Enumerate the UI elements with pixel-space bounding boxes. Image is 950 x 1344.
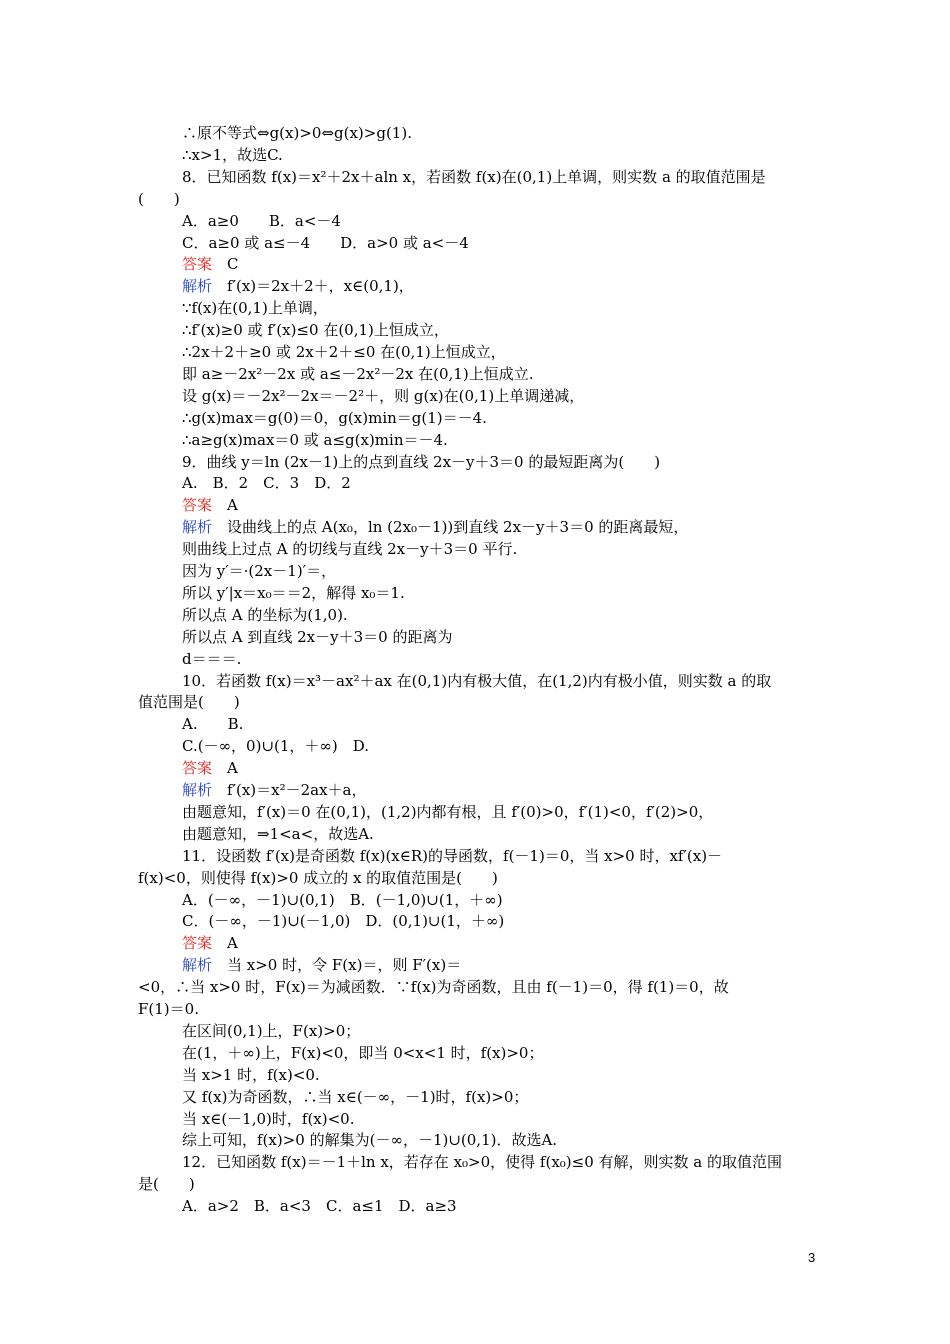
line-text: 11．设函数 f′(x)是奇函数 f(x)(x∈R)的导函数，f(－1)＝0，当 x>0 时，xf′(x)－ <box>182 846 723 865</box>
text-line <box>138 188 180 210</box>
text-line <box>182 845 722 867</box>
line-text: 设曲线上的点 A(x₀，ln (2x₀－1))到直线 2x－y＋3＝0 的距离最短， <box>212 518 689 537</box>
text-line <box>182 1086 528 1108</box>
line-text: 8．已知函数 f(x)＝x²＋2x＋aln x，若函数 f(x)在(0,1)上单调，则实数 a 的取值范围是 <box>182 167 766 186</box>
text-line <box>182 582 405 604</box>
text-line <box>182 1151 782 1173</box>
line-text: 又 f(x)为奇函数，∴当 x∈(－∞，－1)时，f(x)>0； <box>182 1087 529 1106</box>
line-text: 设 g(x)＝－2x²－2x＝－2²＋，则 g(x)在(0,1)上单调递减， <box>182 386 585 405</box>
text-line <box>182 494 238 516</box>
text-line <box>182 407 487 429</box>
text-line <box>182 1108 355 1130</box>
line-text: ∴x>1，故选C. <box>182 145 283 164</box>
text-line <box>182 757 238 779</box>
text-line <box>182 1195 457 1217</box>
line-text: 当 x>1 时，f(x)<0. <box>182 1065 320 1084</box>
text-line <box>182 626 452 648</box>
line-text: ∴f′(x)≥0 或 f′(x)≤0 在(0,1)上恒成立， <box>182 321 449 340</box>
line-text: 是( ) <box>138 1175 195 1194</box>
analysis-label: 解析 <box>182 956 213 975</box>
line-text: f′(x)＝x²－2ax＋a， <box>212 781 367 799</box>
line-text: A．a>2 B．a<3 C．a≤1 D．a≥3 <box>182 1197 457 1216</box>
text-line <box>182 516 688 538</box>
line-text: <0，∴当 x>0 时，F(x)＝为减函数．∵f(x)为奇函数，且由 f(－1)＝0，得 f(1)＝0，故 <box>138 978 729 997</box>
line-text: F(1)＝0. <box>138 1000 199 1018</box>
text-line <box>182 932 238 954</box>
text-line <box>182 954 461 976</box>
text-line <box>182 253 239 275</box>
line-text: 所以点 A 到直线 2x－y＋3＝0 的距离为 <box>182 627 453 646</box>
text-line <box>182 1020 360 1042</box>
text-line <box>182 144 283 166</box>
text-line <box>182 735 369 757</box>
line-text: 10．若函数 f(x)＝x³－ax²＋ax 在(0,1)内有极大值，在(1,2)内有极小值，则实数 a 的取 <box>182 671 772 690</box>
line-text: ∴2x＋2＋≥0 或 2x＋2＋≤0 在(0,1)上恒成立， <box>182 343 506 361</box>
line-text: 则曲线上过点 A 的切线与直线 2x－y＋3＝0 平行. <box>182 540 518 559</box>
text-line <box>138 1173 195 1195</box>
answer-label: 答案 <box>182 255 213 274</box>
text-line <box>182 429 448 451</box>
line-text: A．a≥0 B．a<－4 <box>182 211 341 230</box>
text-line <box>182 910 504 932</box>
line-text: 12．已知函数 f(x)＝－1＋ln x，若存在 x₀>0，使得 f(x₀)≤0 有解，则实数 a 的取值范围 <box>182 1153 783 1172</box>
line-text: 在(1，＋∞)上，F(x)<0，即当 0<x<1 时，f(x)>0； <box>182 1043 544 1062</box>
line-text: C．(－∞，－1)∪(－1,0) D．(0,1)∪(1，＋∞) <box>182 912 505 931</box>
text-line <box>138 998 199 1020</box>
line-text: C．a≥0 或 a≤－4 D．a>0 或 a<－4 <box>182 233 469 252</box>
line-text: ∵f(x)在(0,1)上单调， <box>182 299 328 318</box>
line-text: 当 x∈(－1,0)时，f(x)<0. <box>182 1109 355 1128</box>
line-text: A．(－∞，－1)∪(0,1) B．(－1,0)∪(1，＋∞) <box>182 890 503 909</box>
answer-label: 答案 <box>182 759 213 778</box>
line-text: A. B. <box>182 715 244 734</box>
answer-label: 答案 <box>182 496 213 515</box>
text-line <box>182 472 351 494</box>
line-text: 因为 y′＝·(2x－1)′＝， <box>182 562 337 580</box>
text-line <box>182 319 449 341</box>
line-text: A <box>212 496 238 515</box>
text-line <box>182 232 469 254</box>
text-line <box>182 801 713 823</box>
text-line <box>182 1129 557 1151</box>
line-text: C <box>212 255 239 274</box>
text-line <box>182 823 374 845</box>
line-text: A <box>212 934 238 953</box>
text-line <box>138 867 498 889</box>
text-line <box>182 713 243 735</box>
line-text: f′(x)＝2x＋2＋，x∈(0,1)， <box>212 277 414 296</box>
text-line <box>182 275 414 297</box>
text-line <box>182 451 660 473</box>
answer-label: 答案 <box>182 934 213 953</box>
text-line <box>182 604 348 626</box>
text-line <box>182 341 506 363</box>
line-text: 值范围是( ) <box>138 693 240 712</box>
text-line <box>182 538 517 560</box>
line-text: 所以点 A 的坐标为(1,0). <box>182 605 348 624</box>
text-line <box>182 297 328 319</box>
line-text: ∴a≥g(x)max＝0 或 a≤g(x)min＝－4. <box>182 430 448 449</box>
line-text: d＝＝＝. <box>182 649 242 668</box>
text-line <box>138 691 240 713</box>
line-text: 即 a≥－2x²－2x 或 a≤－2x²－2x 在(0,1)上恒成立. <box>182 364 534 383</box>
line-text: C.(－∞，0)∪(1，＋∞) D. <box>182 737 370 756</box>
text-line <box>182 648 241 670</box>
line-text: A <box>212 759 238 778</box>
line-text: ∴g(x)max＝g(0)＝0，g(x)min＝g(1)＝－4. <box>182 408 487 427</box>
text-line <box>182 363 533 385</box>
analysis-label: 解析 <box>182 781 213 799</box>
text-line <box>182 210 341 232</box>
analysis-label: 解析 <box>182 277 213 296</box>
text-line <box>182 779 367 801</box>
line-text: 9．曲线 y＝ln (2x－1)上的点到直线 2x－y＋3＝0 的最短距离为( ) <box>182 452 661 471</box>
text-line <box>182 166 766 188</box>
line-text: ∴原不等式⇔g(x)>0⇔g(x)>g(1). <box>182 124 412 142</box>
text-line <box>138 976 729 998</box>
line-text: 所以 y′|x＝x₀＝＝2，解得 x₀＝1. <box>182 583 405 602</box>
line-text: 由题意知，⇒1<a<，故选A. <box>182 824 374 843</box>
line-text: 当 x>0 时，令 F(x)＝，则 F′(x)＝ <box>212 956 462 975</box>
analysis-label: 解析 <box>182 518 213 537</box>
line-text: f(x)<0，则使得 f(x)>0 成立的 x 的取值范围是( ) <box>138 868 498 887</box>
text-line <box>182 1064 320 1086</box>
line-text: 综上可知，f(x)>0 的解集为(－∞，－1)∪(0,1)．故选A. <box>182 1131 558 1150</box>
page-number: 3 <box>808 1250 816 1265</box>
line-text: ( ) <box>138 189 180 208</box>
line-text: 在区间(0,1)上，F(x)>0； <box>182 1021 361 1040</box>
text-line <box>182 122 412 144</box>
text-line <box>182 670 771 692</box>
text-line <box>182 560 336 582</box>
text-line <box>182 1042 543 1064</box>
line-text: 由题意知，f′(x)＝0 在(0,1)，(1,2)内都有根，且 f′(0)>0，f′(1)<0，f′(2)>0， <box>182 802 714 821</box>
text-line <box>182 385 584 407</box>
text-line <box>182 889 503 911</box>
line-text: A. B．2 C．3 D．2 <box>182 474 351 493</box>
